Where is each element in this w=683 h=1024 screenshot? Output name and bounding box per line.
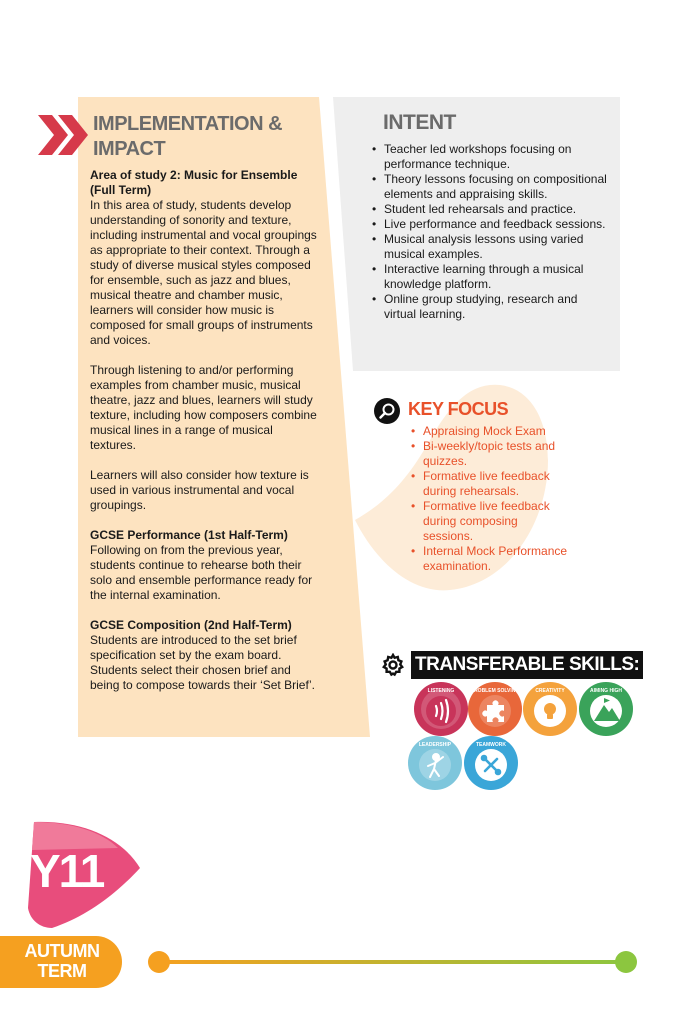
list-item: • Appraising Mock Exam	[410, 424, 570, 439]
performance-title: GCSE Performance (1st Half-Term)	[90, 528, 288, 542]
creativity-label: CREATIVITY	[535, 688, 565, 694]
implementation-body	[90, 168, 322, 708]
creativity-badge	[522, 681, 578, 737]
list-item: • Online group studying, research and virtual learning.	[370, 292, 610, 322]
composition-title: GCSE Composition (2nd Half-Term)	[90, 618, 292, 632]
list-item: • Musical analysis lessons using varied musical examples.	[370, 232, 610, 262]
transferable-skills-heading: TRANSFERABLE SKILLS:	[411, 651, 643, 679]
list-item: • Interactive learning through a musical knowledge platform.	[370, 262, 610, 292]
teamwork-badge	[463, 735, 519, 791]
list-item: • Live performance and feedback sessions.	[370, 217, 610, 232]
performance-paragraph	[90, 528, 322, 603]
composition-paragraph	[90, 618, 322, 693]
intent-heading: INTENT	[383, 111, 456, 134]
list-item: • Student led rehearsals and practice.	[370, 202, 610, 217]
list-item: • Formative live feedback during composing sessions.	[410, 499, 570, 544]
list-item: • Internal Mock Performance examination.	[410, 544, 570, 574]
problem-solving-label: PROBLEM SOLVING	[470, 688, 520, 694]
area-of-study-title: Area of study 2: Music for Ensemble (Full Term)	[90, 168, 298, 197]
timeline-bar	[148, 950, 638, 974]
area-of-study-text: In this area of study, students develop understanding of sonority and texture, including instrumental and vocal groupings as appropriate to their context. Through a study of diverse musical styles composed for ensemble, such as jazz and blues, musical theatre and chamber music, learners will consider how music is composed for small groups of instruments and voices.	[90, 198, 317, 347]
leadership-label: LEADERSHIP	[418, 742, 452, 748]
performance-text: Following on from the previous year, students continue to rehearse both their solo and ensemble performance ready for the internal examination.	[90, 543, 313, 602]
term-line-1: AUTUMN	[24, 941, 100, 961]
teamwork-label: TEAMWORK	[476, 742, 506, 748]
listening-paragraph: Through listening to and/or performing examples from chamber music, musical theatre, jazz and blues, learners will study texture, including how composers combine musical lines in a range of musical textures.	[90, 363, 317, 452]
listening-label: LISTENING	[427, 688, 455, 694]
timeline-end-dot	[615, 951, 637, 973]
aiming-high-label: AIMING HIGH	[590, 688, 622, 694]
list-item: • Theory lessons focusing on compositional elements and appraising skills.	[370, 172, 610, 202]
area-of-study-paragraph	[90, 168, 322, 348]
magnifier-icon	[374, 398, 400, 424]
double-chevron-icon	[36, 113, 90, 157]
composition-text: Students are introduced to the set brief specification set by the exam board. Students select their chosen brief and being to compose towards their ‘Set Brief’.	[90, 633, 315, 692]
aiming-high-badge	[578, 681, 634, 737]
gear-icon	[381, 653, 405, 677]
implementation-heading: IMPLEMENTATION & IMPACT	[93, 113, 283, 160]
year-label: Y11	[30, 845, 104, 897]
list-item: • Teacher led workshops focusing on performance technique.	[370, 142, 610, 172]
term-label	[12, 941, 112, 981]
timeline-start-dot	[148, 951, 170, 973]
key-focus-heading: KEY FOCUS	[408, 399, 509, 419]
key-focus-list	[410, 424, 570, 574]
problem-solving-badge	[467, 681, 523, 737]
list-item: • Formative live feedback during rehearsals.	[410, 469, 570, 499]
texture-paragraph: Learners will also consider how texture is used in various instrumental and vocal groupings.	[90, 468, 309, 512]
intent-list	[370, 142, 610, 322]
list-item: • Bi-weekly/topic tests and quizzes.	[410, 439, 570, 469]
leadership-badge	[407, 735, 463, 791]
listening-badge	[413, 681, 469, 737]
term-line-2: TERM	[37, 961, 87, 981]
